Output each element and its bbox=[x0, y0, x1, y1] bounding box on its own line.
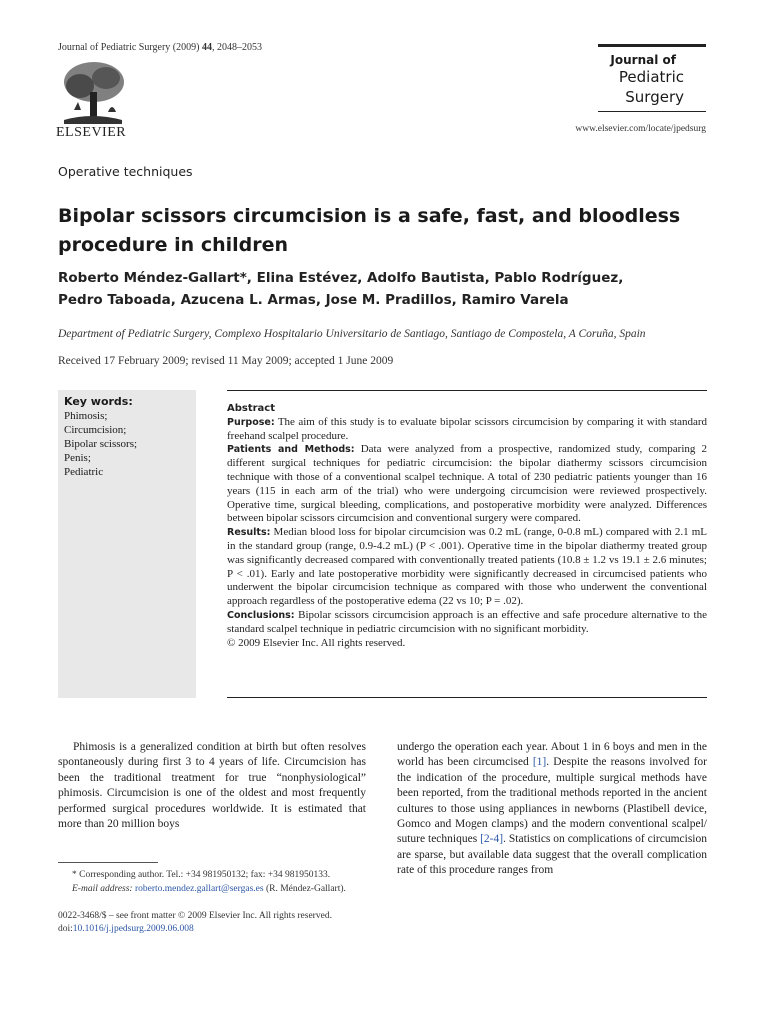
conclusions-text: Bipolar scissors circumcision approach is an effective and safe procedure alternative to the standard scalpel technique in pediatric circumcision with no significant morbidity. bbox=[227, 608, 707, 635]
reference-link-2-4[interactable]: [2-4] bbox=[480, 833, 504, 846]
publisher-name: ELSEVIER bbox=[56, 125, 127, 140]
issn-line: 0022-3468/$ – see front matter © 2009 Elsevier Inc. All rights reserved. bbox=[58, 911, 332, 921]
abstract-copyright: © 2009 Elsevier Inc. All rights reserved. bbox=[227, 636, 406, 649]
elsevier-tree-logo bbox=[56, 58, 128, 128]
keywords-box bbox=[58, 390, 196, 698]
abstract-conclusions bbox=[227, 609, 707, 637]
corresponding-author-note: * Corresponding author. Tel.: +34 981950132; fax: +34 981950133. bbox=[72, 870, 331, 880]
results-label: Results: bbox=[227, 527, 271, 539]
citation-pages: , 2048–2053 bbox=[211, 42, 262, 53]
abstract-purpose bbox=[227, 416, 707, 444]
citation-volume: 44 bbox=[201, 42, 212, 53]
author-list bbox=[58, 267, 698, 311]
keyword-item: Bipolar scissors; bbox=[64, 438, 138, 450]
journal-citation bbox=[58, 42, 262, 53]
abstract-methods bbox=[227, 443, 707, 526]
email-line bbox=[58, 882, 373, 896]
footnote-rule bbox=[58, 862, 158, 863]
journal-box-line2: Pediatric bbox=[618, 68, 684, 86]
right-text-part1: undergo the operation each year. About 1 in 6 boys and men in the world has been circumcised bbox=[397, 741, 707, 769]
abstract bbox=[227, 402, 707, 650]
methods-label: Patients and Methods: bbox=[227, 444, 355, 456]
body-right-column bbox=[397, 740, 707, 879]
right-text-part3: . Statistics on complications of circumcision are sparse, but available data suggest that the overall complication rate of this procedure ranges from bbox=[397, 833, 707, 877]
journal-box-line1: Journal of bbox=[610, 53, 676, 67]
authors-line2: Pedro Taboada, Azucena L. Armas, Jose M. Pradillos, Ramiro Varela bbox=[58, 292, 569, 308]
doi-line bbox=[58, 923, 378, 936]
methods-text: Data were analyzed from a prospective, randomized study, comparing 2 different surgical techniques for pediatric circumcision: the bipolar diathermy scissors circumcision technique with those of a conventional scalpel technique. A total of 230 pediatric patients younger than 16 years (115 in each arm of the trial) who were undergoing circumcision were reviewed prospectively. Operative time, surgical bleeding, complications, and postoperative morbidity were analyzed. Differences between bipolar scissors circumcision and conventional surgery were compared. bbox=[227, 443, 708, 525]
doi-link[interactable]: 10.1016/j.jpedsurg.2009.06.008 bbox=[72, 924, 194, 934]
article-title: Bipolar scissors circumcision is a safe, fast, and bloodless procedure in children bbox=[58, 205, 681, 256]
email-label: E-mail address: bbox=[72, 884, 135, 894]
keyword-item: Penis; bbox=[64, 452, 91, 464]
abstract-bottom-rule bbox=[227, 697, 707, 698]
received-dates: Received 17 February 2009; revised 11 May 2009; accepted 1 June 2009 bbox=[58, 355, 394, 367]
keyword-item: Phimosis; bbox=[64, 410, 108, 422]
abstract-results bbox=[227, 526, 707, 609]
journal-url-link[interactable]: www.elsevier.com/locate/jpedsurg bbox=[575, 124, 706, 134]
journal-title-box bbox=[598, 44, 706, 112]
affiliation: Department of Pediatric Surgery, Complexo Hospitalario Universitario de Santiago, Santiago de Compostela, A Coruña, Spain bbox=[58, 328, 646, 340]
purpose-text: The aim of this study is to evaluate bipolar scissors circumcision by comparing it with standard freehand scalpel procedure. bbox=[227, 415, 707, 442]
email-suffix: (R. Méndez-Gallart). bbox=[263, 884, 346, 894]
right-text-part2: . Despite the reasons involved for the indication of the procedure, multiple surgical methods have been reported, from the traditional methods reported in the ancient cultures to those using appliances in newborns (Plastibell device, Gomco and Mogen clamps) and the modern conventional scalpel/ suture techniques bbox=[397, 756, 707, 846]
body-left-column: Phimosis is a generalized condition at birth but often resolves spontaneously during first 3 to 4 years of life. Circumcision has been the traditional treatment for true “nonphysiological” phimosis. Circumcision is one of the oldest and most frequently performed surgical procedures worldwide. It is estimated that more than 20 million boys bbox=[58, 741, 366, 831]
authors-line1: Roberto Méndez-Gallart*, Elina Estévez, Adolfo Bautista, Pablo Rodríguez, bbox=[58, 270, 624, 286]
abstract-top-rule bbox=[227, 390, 707, 391]
keyword-item: Pediatric bbox=[64, 466, 104, 478]
section-label: Operative techniques bbox=[58, 164, 193, 179]
keyword-item: Circumcision; bbox=[64, 424, 127, 436]
reference-link-1[interactable]: [1] bbox=[532, 756, 547, 769]
journal-box-bottom-rule bbox=[598, 111, 706, 112]
journal-box-top-rule bbox=[598, 44, 706, 47]
keywords-heading: Key words: bbox=[64, 395, 133, 408]
journal-box-line3: Surgery bbox=[625, 88, 684, 106]
email-link[interactable]: roberto.mendez.gallart@sergas.es bbox=[134, 884, 264, 894]
footnote bbox=[58, 868, 373, 896]
keywords-list bbox=[64, 409, 137, 479]
citation-journal: Journal of Pediatric Surgery (2009) bbox=[58, 42, 202, 53]
doi-label: doi: bbox=[58, 924, 73, 934]
front-matter bbox=[58, 910, 378, 936]
conclusions-label: Conclusions: bbox=[227, 609, 295, 621]
purpose-label: Purpose: bbox=[227, 416, 275, 428]
results-text: Median blood loss for bipolar circumcision was 0.2 mL (range, 0-0.8 mL) compared with 2.1 mL in the standard group (range, 0.9-4.2 mL) (P < .001). Operative time in the bipolar diathermy treated group was significantly decreased compared with conventionally treated patients (10.8 ± 1.2 vs 19.1 ± 2.6 minutes; P < .01). Early and late postoperative morbidity were significantly decreased in circumcised patients who underwent the bipolar circumcision technique as compared with those who underwent the conventional approach regardless of the postoperative edema (22 vs 10; P = .02). bbox=[227, 526, 707, 608]
abstract-heading: Abstract bbox=[227, 403, 276, 414]
